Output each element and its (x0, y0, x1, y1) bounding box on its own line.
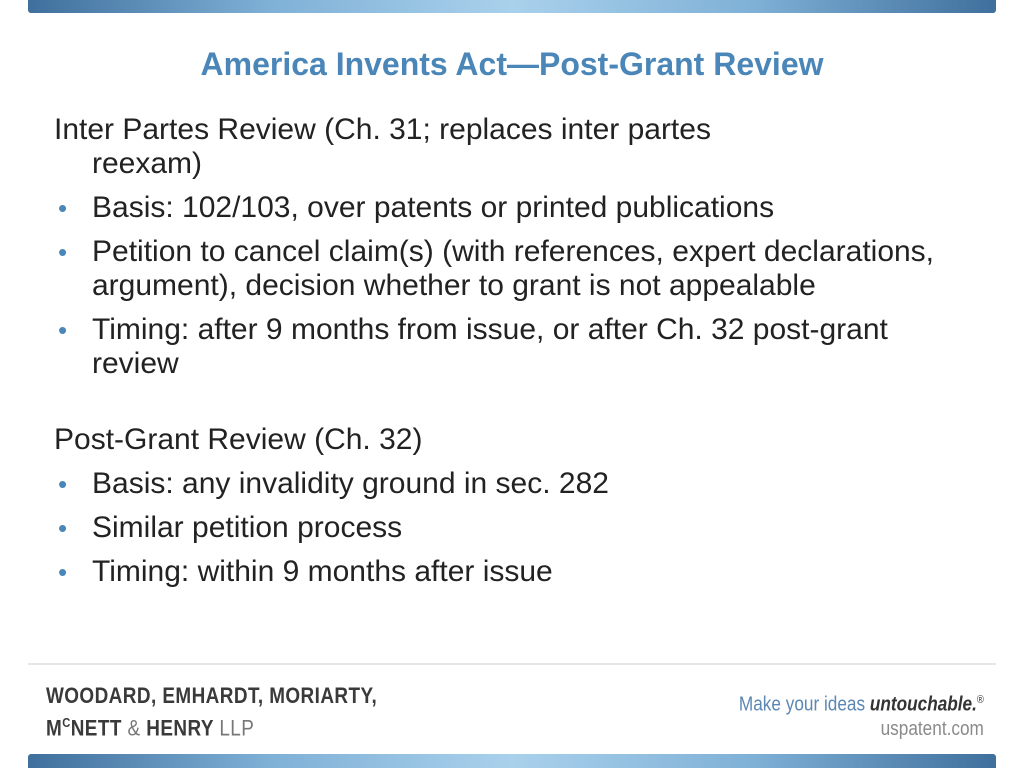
bottom-decorative-bar (28, 754, 996, 768)
firm-logo (46, 682, 377, 741)
bullet-icon: • (58, 237, 68, 267)
tagline-block (739, 688, 984, 741)
bullet-list-post-grant (54, 467, 974, 589)
bullet-item (54, 511, 974, 545)
section-heading-inter-partes (54, 113, 974, 181)
bullet-text: Timing: within 9 months after issue (92, 555, 553, 588)
tagline-prefix: Make your ideas (739, 693, 866, 716)
bullet-icon: • (58, 513, 68, 543)
section-heading-post-grant (54, 423, 974, 457)
firm-llp: LLP (219, 715, 255, 741)
bullet-item (54, 555, 974, 589)
firm-ampersand: & (127, 715, 141, 741)
bullet-list-inter-partes (54, 191, 974, 381)
section-heading-line1: Post-Grant Review (Ch. 32) (54, 423, 423, 456)
bullet-text: Similar petition process (92, 511, 403, 544)
bullet-text: Basis: any invalidity ground in sec. 282 (92, 467, 609, 500)
registered-mark: ® (977, 694, 984, 706)
bullet-icon: • (58, 315, 68, 345)
firm-name-line1: WOODARD, EMHARDT, MORIARTY, (46, 683, 378, 708)
tagline (739, 688, 984, 717)
footer-divider (28, 663, 996, 665)
section-heading-line2: reexam) (92, 147, 203, 180)
section-heading-line1: Inter Partes Review (Ch. 31; replaces inter partes (54, 113, 711, 146)
top-decorative-bar (28, 0, 996, 13)
bullet-text: Petition to cancel claim(s) (with references, expert declarations, argument), decision whether to grant is not appealable (92, 235, 935, 302)
firm-name-line2 (46, 709, 377, 741)
bullet-text: Timing: after 9 months from issue, or after Ch. 32 post-grant review (92, 313, 888, 380)
website-link[interactable]: uspatent.com (880, 717, 984, 740)
firm-henry: HENRY (146, 715, 214, 741)
firm-nett: NETT (70, 715, 122, 741)
firm-mc-m: M (46, 715, 63, 741)
section-spacer (54, 381, 974, 423)
bullet-icon: • (58, 557, 68, 587)
bullet-item (54, 235, 974, 303)
bullet-item (54, 313, 974, 381)
bullet-text: Basis: 102/103, over patents or printed publications (92, 191, 775, 224)
bullet-item (54, 191, 974, 225)
firm-mc-c: C (62, 715, 71, 730)
slide-title: America Invents Act—Post-Grant Review (200, 46, 824, 82)
bullet-icon: • (58, 469, 68, 499)
tagline-emphasis: untouchable. (869, 693, 978, 716)
bullet-icon: • (58, 193, 68, 223)
bullet-item (54, 467, 974, 501)
slide-body (54, 113, 974, 589)
